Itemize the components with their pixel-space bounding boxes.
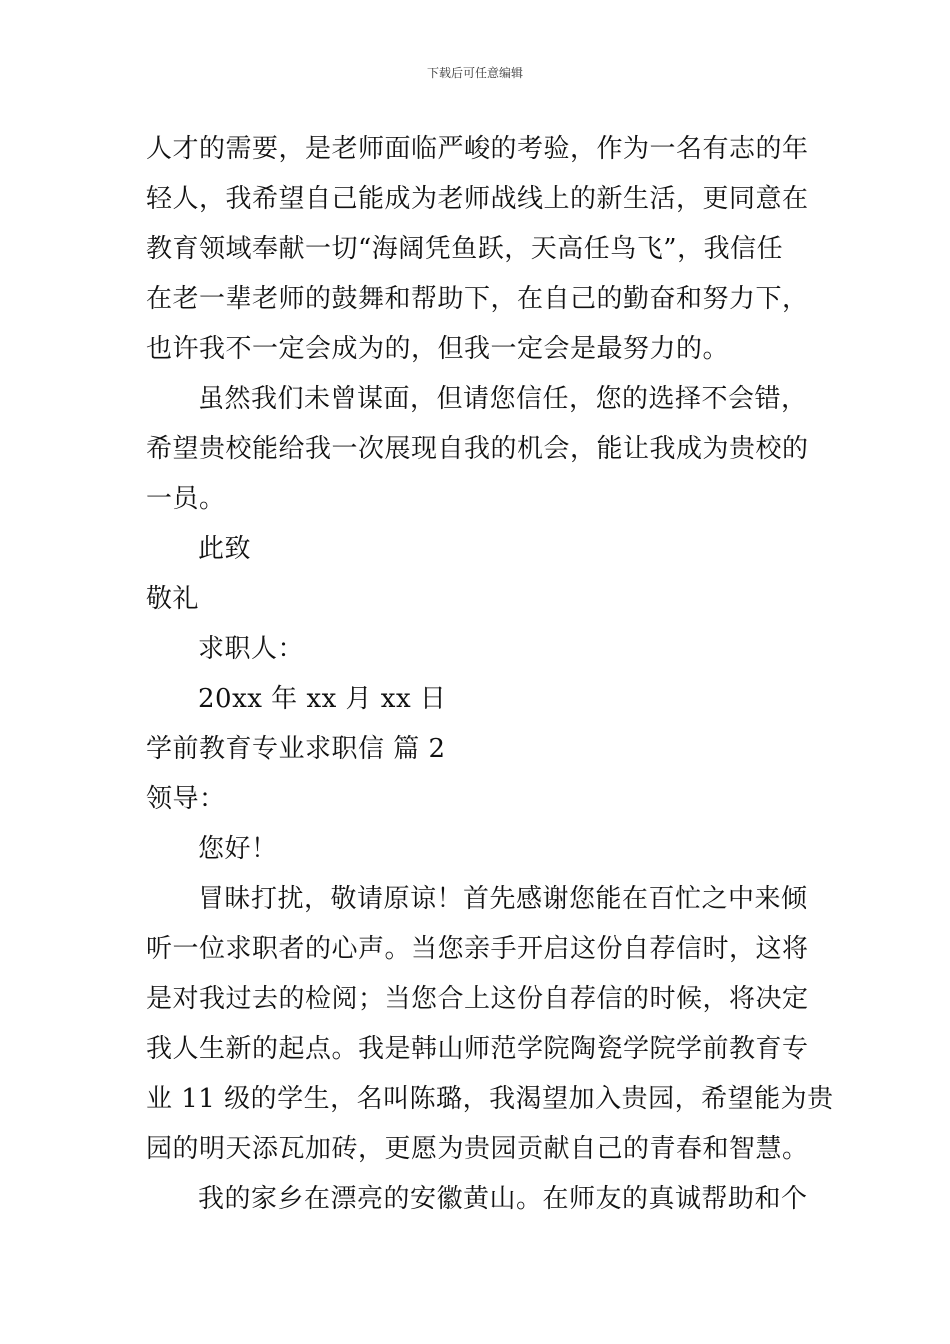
text-line: 希望贵校能给我一次展现自我的机会，能让我成为贵校的: [146, 434, 809, 464]
text-line: 我人生新的起点。我是韩山师范学院陶瓷学院学前教育专: [146, 1034, 809, 1064]
greeting: 您好！: [198, 834, 278, 864]
paragraph-start-line: 冒昧打扰，敬请原谅！首先感谢您能在百忙之中来倾: [198, 884, 808, 914]
text-line: 教育领域奉献一切“海阔凭鱼跃，天高任鸟飞”，我信任: [146, 234, 784, 264]
text-line: 也许我不一定会成为的，但我一定会是最努力的。: [146, 334, 730, 364]
text-line: 是对我过去的检阅；当您合上这份自荐信的时候，将决定: [146, 984, 809, 1014]
text-line: 一员。: [146, 484, 226, 514]
letter-date: 20xx 年 xx 月 xx 日: [198, 684, 447, 714]
text-line: 听一位求职者的心声。当您亲手开启这份自荐信时，这将: [146, 934, 809, 964]
paragraph-start-line: 虽然我们未曾谋面，但请您信任，您的选择不会错，: [198, 384, 808, 414]
paragraph-start-line: 我的家乡在漂亮的安徽黄山。在师友的真诚帮助和个: [198, 1184, 808, 1214]
text-line: 业 11 级的学生，名叫陈璐，我渴望加入贵园，希望能为贵: [146, 1084, 834, 1114]
text-line: 轻人，我希望自己能成为老师战线上的新生活，更同意在: [146, 184, 809, 214]
text-line: 人才的需要，是老师面临严峻的考验，作为一名有志的年: [146, 134, 809, 164]
closing-salutation: 此致: [198, 534, 252, 564]
applicant-signature: 求职人：: [198, 634, 305, 664]
section-title: 学前教育专业求职信 篇 2: [146, 734, 446, 764]
text-line: 在老一辈老师的鼓舞和帮助下，在自己的勤奋和努力下，: [146, 284, 809, 314]
letter-addressee: 领导：: [146, 784, 226, 814]
document-body: [146, 124, 834, 1224]
closing-regards: 敬礼: [146, 584, 200, 614]
page-header: 下载后可任意编辑: [426, 66, 523, 80]
text-line: 园的明天添瓦加砖，更愿为贵园贡献自己的青春和智慧。: [146, 1134, 809, 1164]
